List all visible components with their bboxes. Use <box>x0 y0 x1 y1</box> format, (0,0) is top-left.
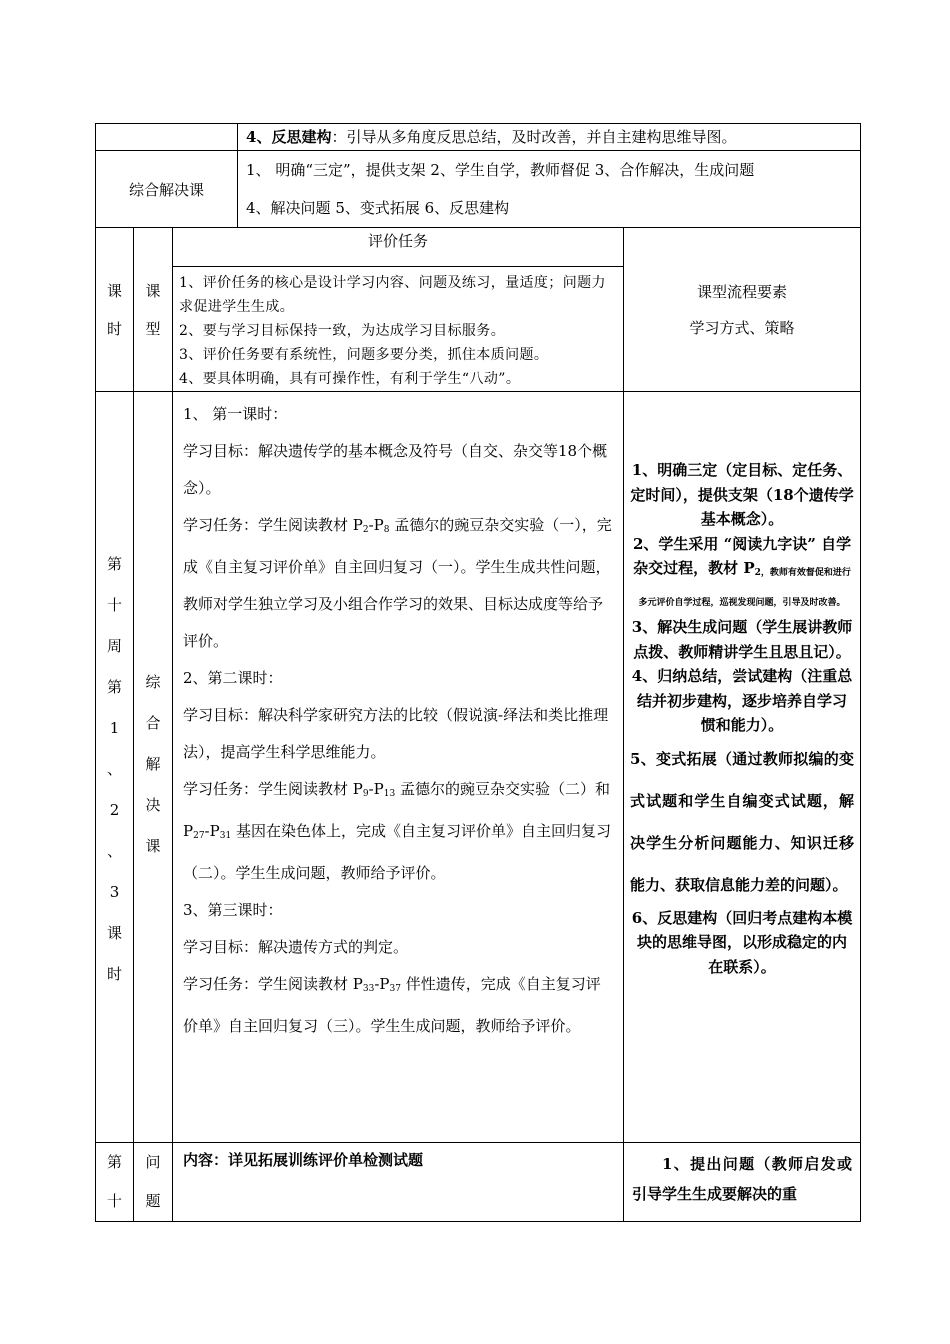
week10-type-cell <box>134 392 173 1143</box>
lesson1-task: 学习任务：学生阅读教材 $P_2-P_8$ 孟德尔的豌豆杂交实验（一），完成《自主复习评价单》自主回归复习（一）。学生生成共性问题，教师对学生独立学习及小组合作学习的效果、目标达成度等给予评价。 <box>183 516 612 650</box>
period-char: 第 <box>106 1153 122 1171</box>
period-char: 时 <box>106 965 122 983</box>
lesson2-goal: 学习目标：解决科学家研究方法的比较（假说演-绎法和类比推理法），提高学生科学思维能力。 <box>183 706 609 761</box>
period-char: 周 <box>106 637 122 655</box>
strategy-item: 6、反思建构（回归考点建构本模块的思维导图，以形成稳定的内在联系）。 <box>631 908 853 976</box>
eval-item: 3、评价任务要有系统性，问题多要分类，抓住本质问题。 <box>179 347 549 363</box>
reflection-row <box>96 124 861 151</box>
header-period-char: 课 <box>106 281 122 300</box>
steps-line-2: 4、解决问题 5、变式拓展 6、反思建构 <box>246 199 510 217</box>
week11-row <box>96 1143 861 1222</box>
week11-content: 内容：详见拓展训练评价单检测试题 <box>183 1151 424 1169</box>
lesson1-heading: 1、 第一课时： <box>183 405 288 423</box>
period-char: 第 <box>106 555 122 573</box>
learning-strategy-title: 学习方式、策略 <box>689 318 795 337</box>
week11-type-cell <box>134 1143 173 1222</box>
header-type-char: 课 <box>145 281 161 300</box>
lesson1-goal: 学习目标：解决遗传学的基本概念及符号（自交、杂交等18个概念）。 <box>183 442 608 497</box>
strategy-item: 3、解决生成问题（学生展讲教师点拨、教师精讲学生且思且记）。 <box>631 618 853 661</box>
lesson3-heading: 3、第三课时： <box>183 901 283 919</box>
period-char: 第 <box>106 678 122 696</box>
comprehensive-label-cell <box>96 151 238 228</box>
type-char: 合 <box>145 714 161 732</box>
empty-cell <box>96 124 238 151</box>
reflection-cell <box>238 124 861 151</box>
lesson-plan-table <box>95 123 861 1222</box>
header-type-char: 型 <box>145 319 161 338</box>
week11-content-cell <box>173 1143 624 1222</box>
type-char: 综 <box>145 673 161 691</box>
period-char: 3 <box>109 883 120 901</box>
strategy-item: 4、归纳总结，尝试建构（注重总结并初步建构，逐步培养自学习惯和能力）。 <box>631 667 853 734</box>
type-char: 题 <box>145 1192 161 1210</box>
strategy-item: 5、变式拓展（通过教师拟编的变式试题和学生自编变式试题，解决学生分析问题能力、知识迁移能力、获取信息能力差的问题）。 <box>630 749 855 894</box>
type-char: 问 <box>145 1153 161 1171</box>
eval-item: 4、要具体明确，具有可操作性，有利于学生“八动”。 <box>179 371 521 387</box>
period-char: 、 <box>106 842 122 860</box>
comprehensive-row <box>96 151 861 228</box>
lesson2-task: 学习任务：学生阅读教材 $P_9-P_{13}$ 孟德尔的豌豆杂交实验（二）和 $P_{27}-P_{31}$ 基因在染色体上，完成《自主复习评价单》自主回归复习（二）。学生生成问题，教师给予评价。 <box>183 780 611 882</box>
comprehensive-label: 综合解决课 <box>129 180 205 199</box>
flow-elements-cell <box>624 228 861 392</box>
header-period-char: 时 <box>106 319 122 338</box>
strategy-item: 1、明确三定（定目标、定任务、定时间），提供支架（18个遗传学基本概念）。 <box>630 461 854 528</box>
eval-task-list <box>173 267 623 391</box>
lesson3-goal: 学习目标：解决遗传方式的判定。 <box>183 938 409 956</box>
reflection-text: ：引导从多角度反思总结，及时改善，并自主建构思维导图。 <box>331 128 737 146</box>
reflection-lead: 4、反思建构 <box>246 128 332 146</box>
period-char: 、 <box>106 760 122 778</box>
eval-task-cell <box>173 228 624 392</box>
week10-period-cell <box>96 392 134 1143</box>
week11-period-cell <box>96 1143 134 1222</box>
eval-item: 1、评价任务的核心是设计学习内容、问题及练习，量适度；问题力求促进学生生成。 <box>179 275 606 315</box>
week11-strategy-cell <box>624 1143 861 1222</box>
header-row <box>96 228 861 392</box>
week10-content-cell <box>173 392 624 1143</box>
period-char: 十 <box>106 1192 122 1210</box>
type-char: 课 <box>145 837 161 855</box>
header-period-cell <box>96 228 134 392</box>
eval-task-title: 评价任务 <box>173 228 623 267</box>
period-char: 十 <box>106 596 122 614</box>
type-char: 解 <box>145 755 161 773</box>
week11-strategy: 1、提出问题（教师启发或引导学生生成要解决的重 <box>632 1155 853 1203</box>
week10-strategy-cell <box>624 392 861 1143</box>
period-char: 课 <box>106 924 122 942</box>
lesson2-heading: 2、第二课时： <box>183 669 283 687</box>
week10-row <box>96 392 861 1143</box>
flow-elements-title: 课型流程要素 <box>697 282 788 301</box>
period-char: 1 <box>109 719 120 737</box>
lesson3-task: 学习任务：学生阅读教材 $P_{33}-P_{37}$ 伴性遗传，完成《自主复习评价单》自主回归复习（三）。学生生成问题，教师给予评价。 <box>183 975 601 1035</box>
comprehensive-steps-cell <box>238 151 861 228</box>
strategy-item: 2、学生采用 “阅读九字诀” 自学杂交过程，教材 $P_{2,教师有效督促和进行多元评价自学过程,巡视发现问题,引导及时改善。}$ <box>632 534 852 608</box>
header-type-cell <box>134 228 173 392</box>
period-char: 2 <box>109 801 120 819</box>
steps-line-1: 1、 明确“三定”，提供支架 2、学生自学，教师督促 3、合作解决，生成问题 <box>246 161 755 179</box>
type-char: 决 <box>145 796 161 814</box>
eval-item: 2、要与学习目标保持一致，为达成学习目标服务。 <box>179 323 506 339</box>
